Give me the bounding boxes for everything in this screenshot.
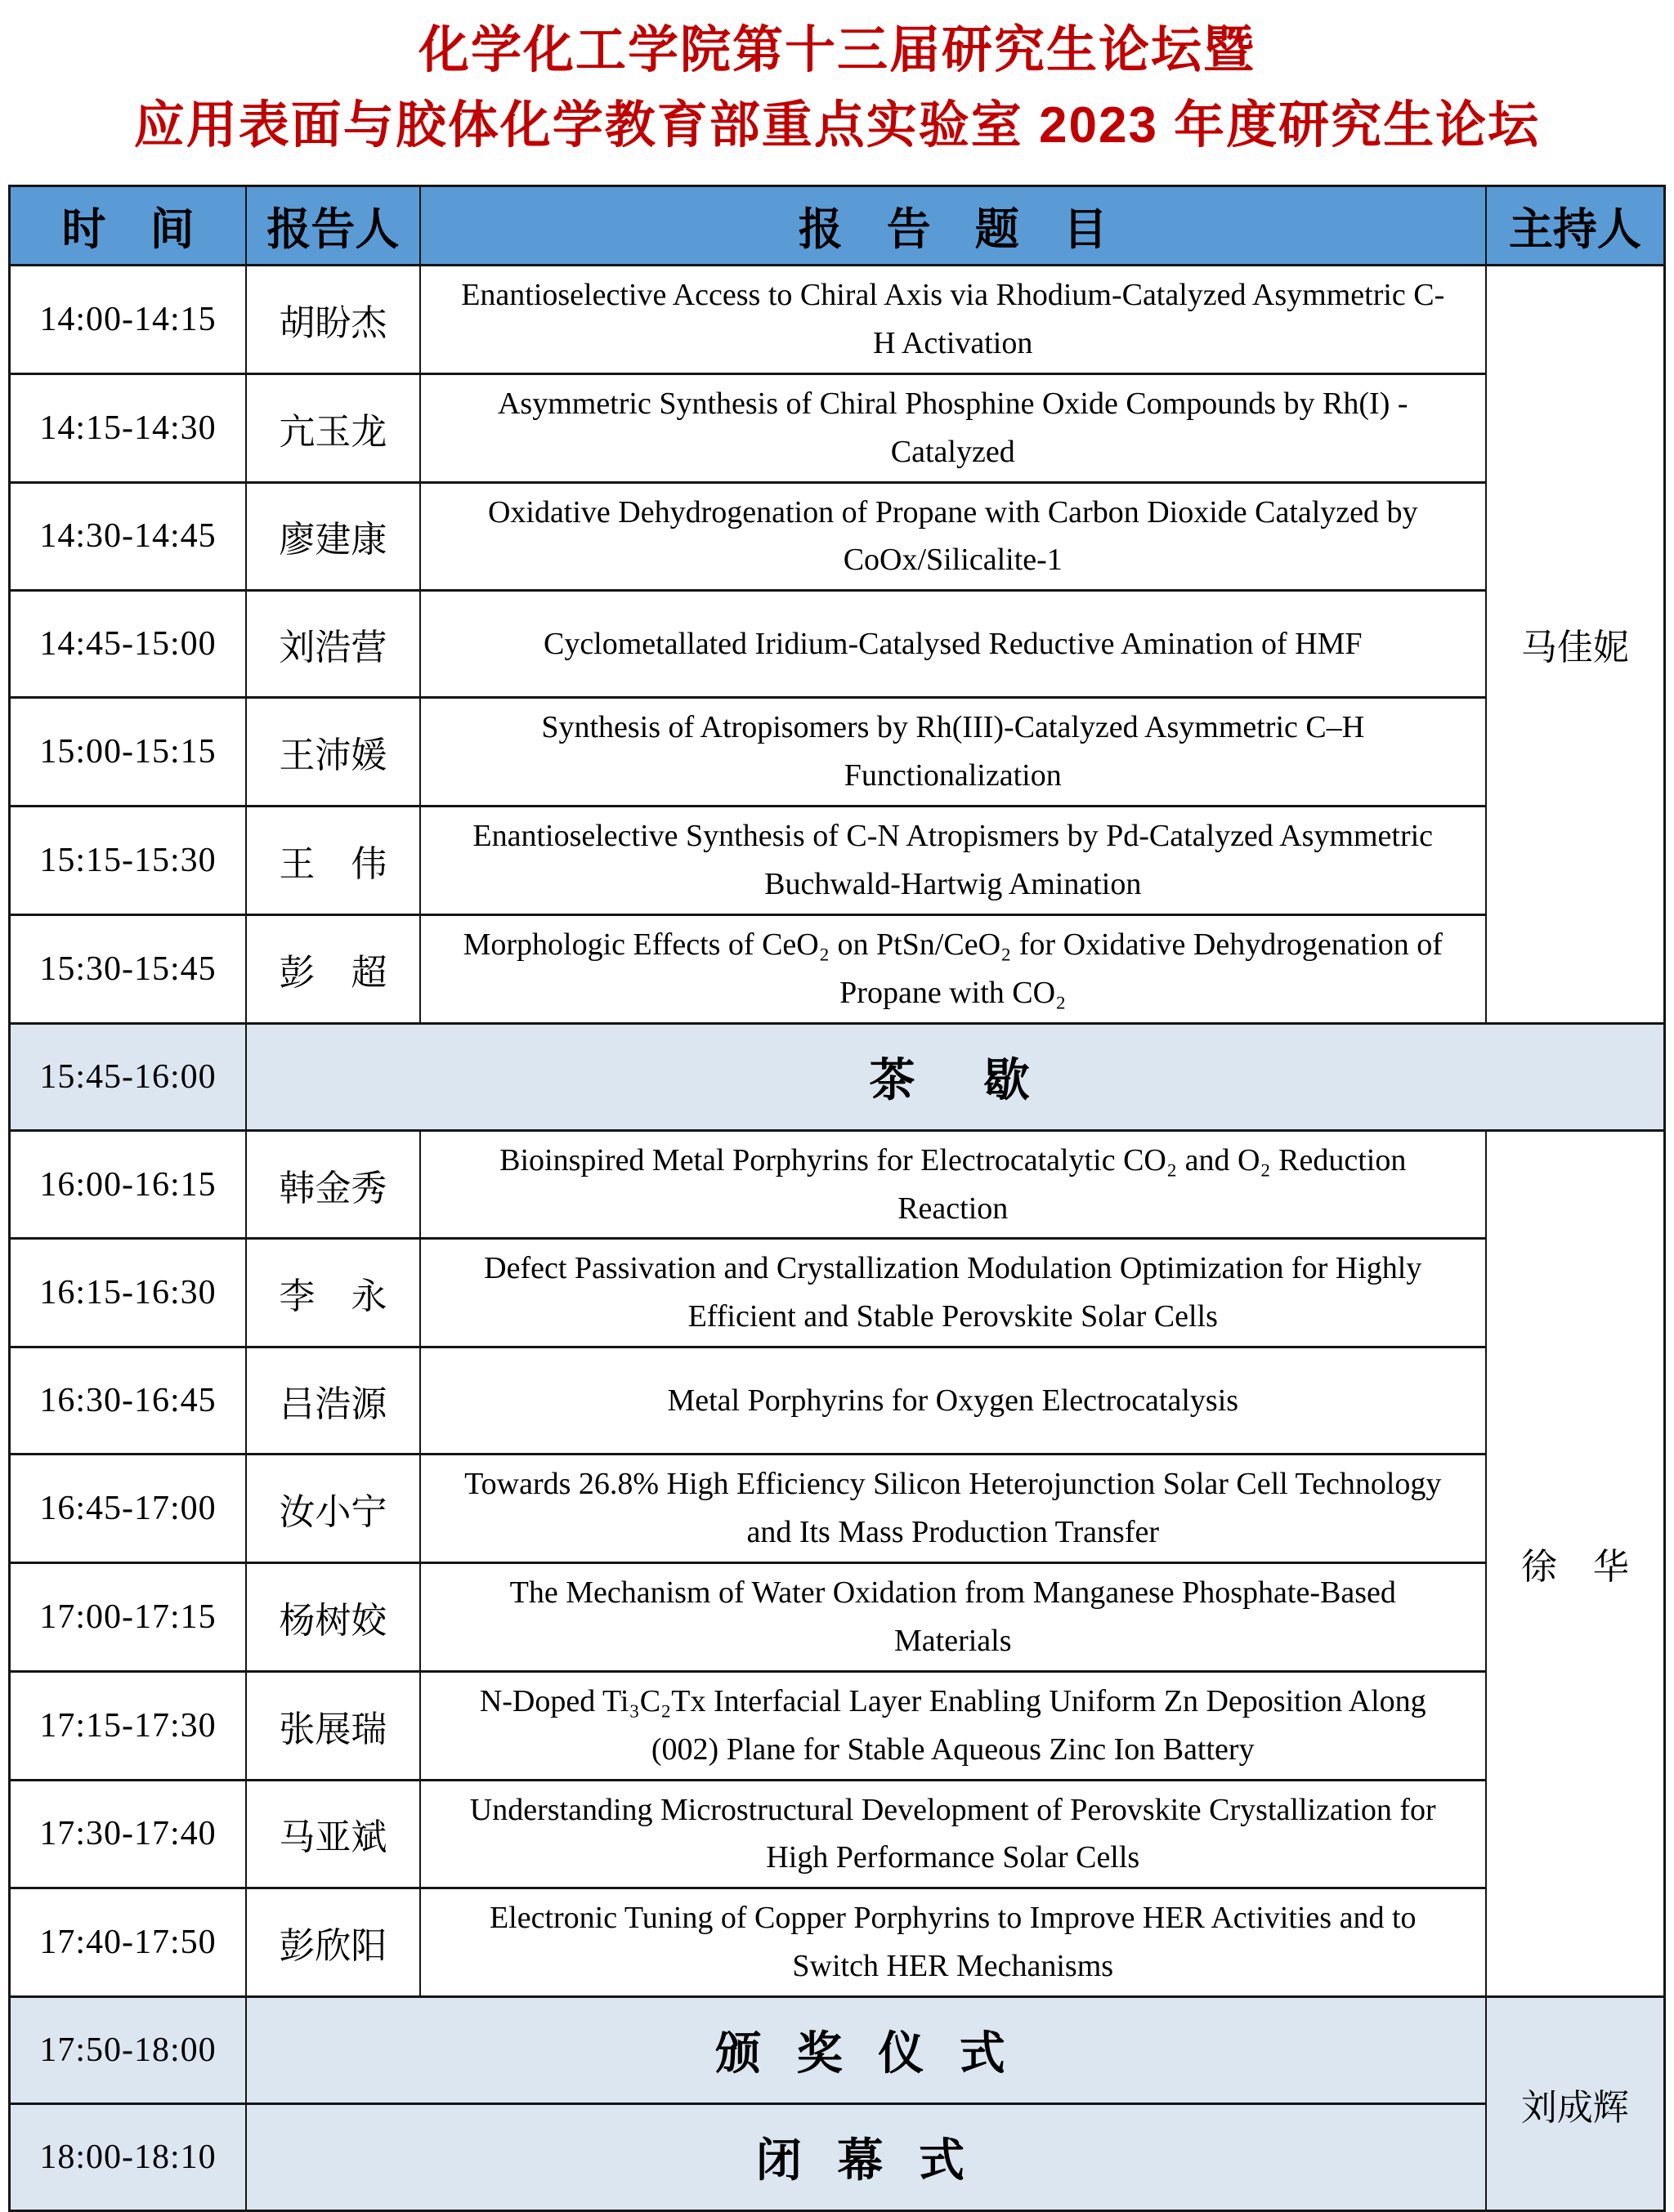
speaker-cell: 汝小宁: [246, 1455, 420, 1563]
schedule-row: [10, 591, 1665, 698]
time-cell: 16:30-16:45: [10, 1347, 247, 1455]
schedule-row: [10, 1563, 1665, 1672]
header-time: 时 间: [10, 186, 247, 266]
page-title: [0, 0, 1674, 163]
speaker-cell: 亢玉龙: [246, 373, 420, 482]
time-cell: 14:15-14:30: [10, 373, 247, 482]
schedule-row: [10, 1671, 1665, 1780]
schedule-table: [8, 185, 1666, 2212]
topic-cell: N-Doped Ti₃C₂Tx Interfacial Layer Enabling Uniform Zn Deposition Along (002) Plane for Stable Aqueous Zinc Ion Battery: [420, 1671, 1486, 1780]
time-cell: 15:45-16:00: [10, 1023, 247, 1130]
time-cell: 16:45-17:00: [10, 1455, 247, 1563]
topic-cell: Enantioselective Access to Chiral Axis via Rhodium-Catalyzed Asymmetric C-H Activation: [420, 266, 1486, 374]
award-ceremony-banner: 颁 奖 仪 式: [246, 1997, 1486, 2104]
time-cell: 17:30-17:40: [10, 1780, 247, 1888]
closing-host-cell: 刘成辉: [1486, 1997, 1665, 2211]
time-cell: 15:15-15:30: [10, 807, 247, 915]
speaker-cell: 马亚斌: [246, 1780, 420, 1888]
time-cell: 14:45-15:00: [10, 591, 247, 698]
time-cell: 17:50-18:00: [10, 1997, 247, 2104]
schedule-row: [10, 914, 1665, 1023]
schedule-row: [10, 373, 1665, 482]
speaker-cell: 张展瑞: [246, 1671, 420, 1780]
time-cell: 16:00-16:15: [10, 1130, 247, 1239]
schedule-row: [10, 1130, 1665, 1239]
time-cell: 16:15-16:30: [10, 1239, 247, 1347]
time-cell: 15:30-15:45: [10, 914, 247, 1023]
schedule-row: [10, 1347, 1665, 1455]
speaker-cell: 廖建康: [246, 482, 420, 591]
topic-cell: The Mechanism of Water Oxidation from Manganese Phosphate-Based Materials: [420, 1563, 1486, 1672]
page-title-line-2: 应用表面与胶体化学教育部重点实验室 2023 年度研究生论坛: [133, 97, 1541, 154]
session2-host-cell: 徐 华: [1486, 1130, 1665, 1996]
speaker-cell: 吕浩源: [246, 1347, 420, 1455]
time-cell: 14:30-14:45: [10, 482, 247, 591]
schedule-row: [10, 698, 1665, 807]
topic-cell: Understanding Microstructural Development of Perovskite Crystallization for High Performance Solar Cells: [420, 1780, 1486, 1888]
time-cell: 17:00-17:15: [10, 1563, 247, 1672]
speaker-cell: 彭 超: [246, 914, 420, 1023]
speaker-cell: 李 永: [246, 1239, 420, 1347]
time-cell: 18:00-18:10: [10, 2104, 247, 2211]
speaker-cell: 刘浩营: [246, 591, 420, 698]
topic-cell: Synthesis of Atropisomers by Rh(III)-Catalyzed Asymmetric C–H Functionalization: [420, 698, 1486, 807]
time-cell: 15:00-15:15: [10, 698, 247, 807]
speaker-cell: 胡盼杰: [246, 266, 420, 374]
time-cell: 17:40-17:50: [10, 1888, 247, 1997]
header-row: [10, 186, 1665, 266]
topic-cell: Oxidative Dehydrogenation of Propane with Carbon Dioxide Catalyzed by CoOx/Silicalite-1: [420, 482, 1486, 591]
header-speaker: 报告人: [246, 186, 420, 266]
time-cell: 14:00-14:15: [10, 266, 247, 374]
schedule-row: [10, 482, 1665, 591]
time-cell: 17:15-17:30: [10, 1671, 247, 1780]
header-topic: 报 告 题 目: [420, 186, 1486, 266]
topic-cell: Metal Porphyrins for Oxygen Electrocatalysis: [420, 1347, 1486, 1455]
speaker-cell: 杨树姣: [246, 1563, 420, 1672]
tea-break-row: [10, 1023, 1665, 1130]
schedule-row: [10, 266, 1665, 374]
topic-cell: Towards 26.8% High Efficiency Silicon Heterojunction Solar Cell Technology and Its Mass Production Transfer: [420, 1455, 1486, 1563]
closing-ceremony-row: [10, 2104, 1665, 2211]
topic-cell: Cyclometallated Iridium-Catalysed Reductive Amination of HMF: [420, 591, 1486, 698]
page-title-line-1: 化学化工学院第十三届研究生论坛暨: [418, 22, 1256, 78]
topic-cell: Bioinspired Metal Porphyrins for Electrocatalytic CO₂ and O₂ Reduction Reaction: [420, 1130, 1486, 1239]
topic-cell: Electronic Tuning of Copper Porphyrins to Improve HER Activities and to Switch HER Mechanisms: [420, 1888, 1486, 1997]
speaker-cell: 彭欣阳: [246, 1888, 420, 1997]
header-host: 主持人: [1486, 186, 1665, 266]
award-ceremony-row: [10, 1997, 1665, 2104]
schedule-row: [10, 1239, 1665, 1347]
topic-cell: Asymmetric Synthesis of Chiral Phosphine Oxide Compounds by Rh(I) - Catalyzed: [420, 373, 1486, 482]
speaker-cell: 韩金秀: [246, 1130, 420, 1239]
closing-ceremony-banner: 闭 幕 式: [246, 2104, 1486, 2211]
topic-cell: Enantioselective Synthesis of C-N Atropismers by Pd-Catalyzed Asymmetric Buchwald-Hartwig Amination: [420, 807, 1486, 915]
schedule-row: [10, 807, 1665, 915]
topic-cell: Defect Passivation and Crystallization Modulation Optimization for Highly Efficient and Stable Perovskite Solar Cells: [420, 1239, 1486, 1347]
speaker-cell: 王沛媛: [246, 698, 420, 807]
schedule-row: [10, 1780, 1665, 1888]
schedule-row: [10, 1455, 1665, 1563]
session1-host-cell: 马佳妮: [1486, 266, 1665, 1024]
tea-break-banner: 茶 歇: [246, 1023, 1664, 1130]
schedule-row: [10, 1888, 1665, 1997]
speaker-cell: 王 伟: [246, 807, 420, 915]
topic-cell: Morphologic Effects of CeO₂ on PtSn/CeO₂ for Oxidative Dehydrogenation of Propane with CO₂: [420, 914, 1486, 1023]
